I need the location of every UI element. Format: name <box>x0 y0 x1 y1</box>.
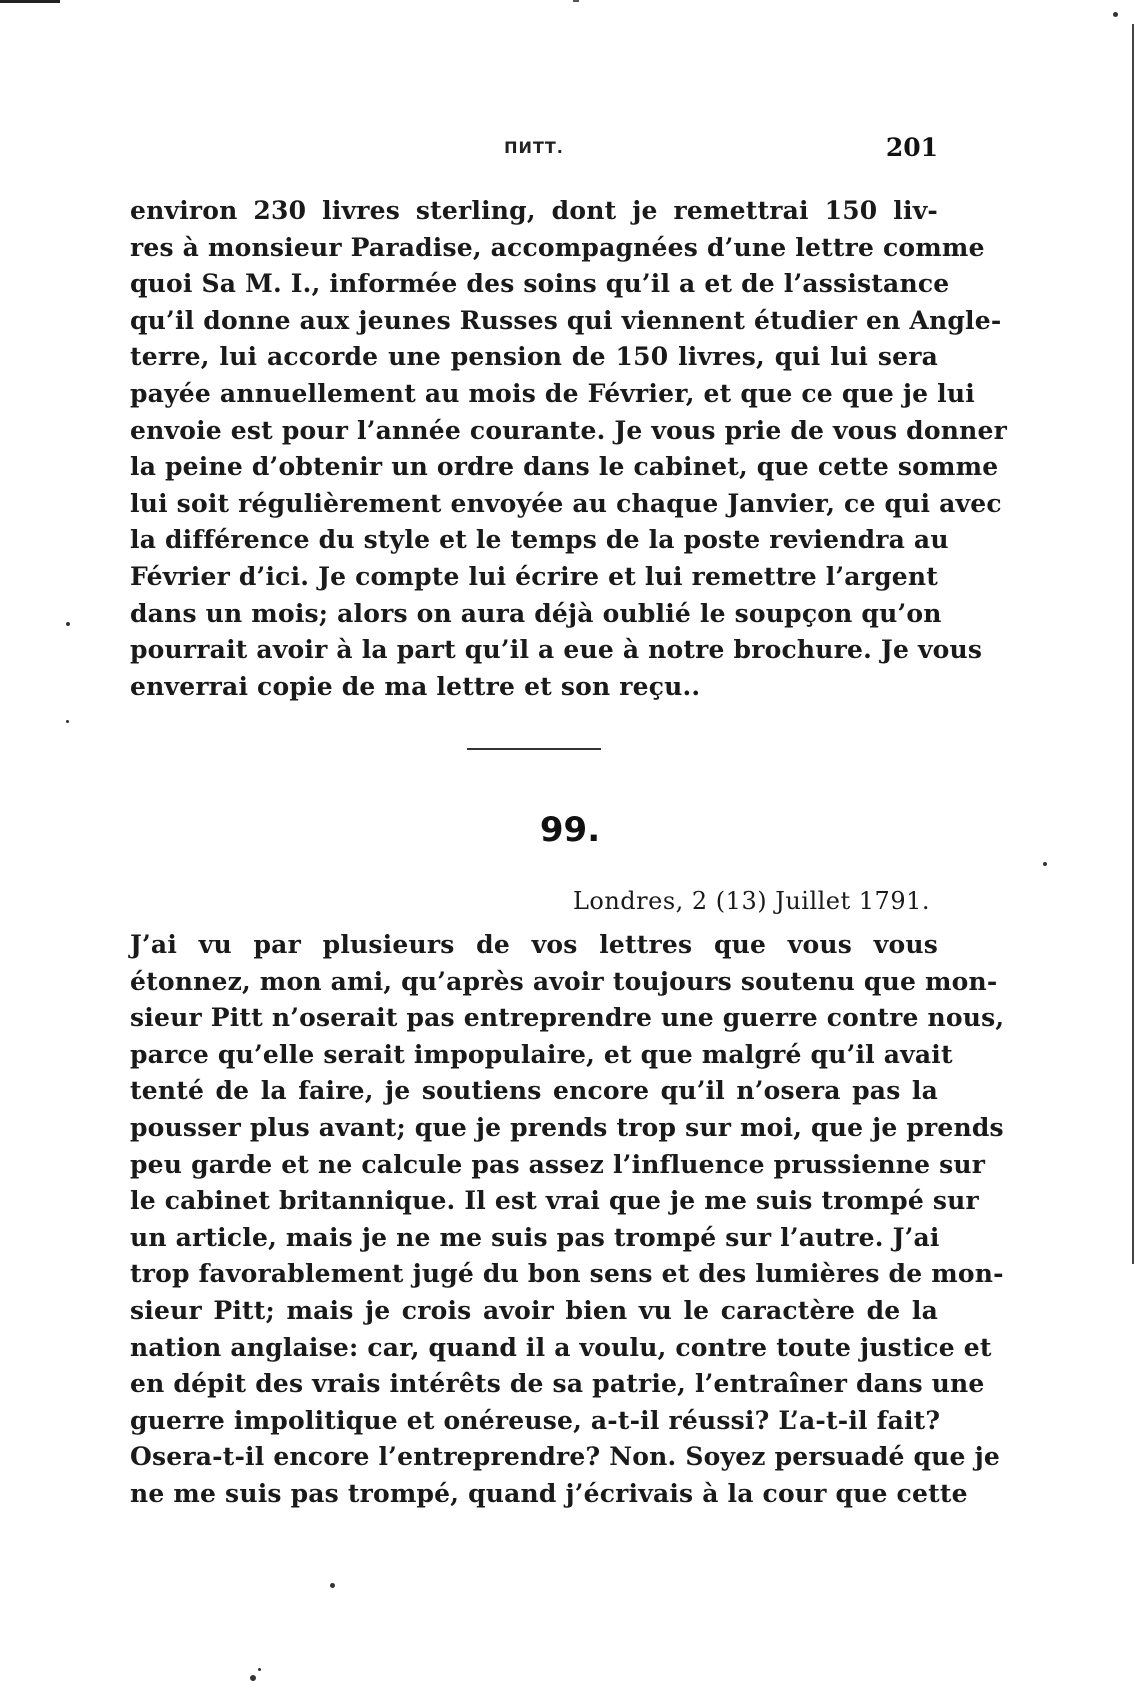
print-speck <box>1043 862 1047 866</box>
text-line: peu garde et ne calcule pas assez l’influence prussienne sur <box>130 1149 986 1179</box>
text-line: tenté de la faire, je soutiens encore qu’il n’osera pas la <box>130 1076 938 1106</box>
text-line: qu’il donne aux jeunes Russes qui viennent étudier en Angle- <box>130 305 1002 335</box>
text-line: payée annuellement au mois de Février, et que ce que je lui <box>130 378 975 408</box>
top-edge-rule <box>0 0 60 3</box>
text-line: envoie est pour l’année courante. Je vous prie de vous donner <box>130 415 1007 445</box>
text-line: enverrai copie de ma lettre et son reçu.. <box>130 671 701 701</box>
letter-number: 99. <box>539 810 601 850</box>
text-line: sieur Pitt; mais je crois avoir bien vu le caractère de la <box>130 1295 938 1325</box>
text-line: nation anglaise: car, quand il a voulu, contre toute justice et <box>130 1332 992 1362</box>
print-speck <box>66 622 70 626</box>
section-separator <box>467 748 601 750</box>
text-line: Février d’ici. Je compte lui écrire et lui remettre l’argent <box>130 561 938 591</box>
text-line: res à monsieur Paradise, accompagnées d’une lettre comme <box>130 232 985 262</box>
text-line: pousser plus avant; que je prends trop sur moi, que je prends <box>130 1112 1004 1142</box>
text-line: en dépit des vrais intérêts de sa patrie, l’entraîner dans une <box>130 1369 985 1399</box>
text-line: terre, lui accorde une pension de 150 livres, qui lui sera <box>130 342 938 372</box>
text-line: lui soit régulièrement envoyée au chaque Janvier, ce qui avec <box>130 488 1002 518</box>
text-line: le cabinet britannique. Il est vrai que je me suis trompé sur <box>130 1186 979 1216</box>
text-line: pourrait avoir à la part qu’il a eue à notre brochure. Je vous <box>130 635 983 665</box>
margin-speck <box>1113 12 1118 17</box>
text-line: la différence du style et le temps de la poste reviendra au <box>130 525 949 555</box>
running-head <box>130 132 938 164</box>
text-line: quoi Sa M. I., informée des soins qu’il a et de l’assistance <box>130 269 950 299</box>
text-line: un article, mais je ne me suis pas trompé sur l’autre. J’ai <box>130 1222 940 1252</box>
top-edge-mark <box>573 0 579 2</box>
text-line: environ 230 livres sterling, dont je remettrai 150 liv- <box>130 196 938 225</box>
text-line: guerre impolitique et onéreuse, a-t-il réussi? L’a-t-il fait? <box>130 1405 941 1435</box>
paragraph-continued <box>130 193 1007 705</box>
text-line: J’ai vu par plusieurs de vos lettres que vous vous <box>130 930 938 959</box>
text-line: ne me suis pas trompé, quand j’écrivais à la cour que cette <box>130 1478 968 1508</box>
running-title: ПИТТ. <box>504 138 564 157</box>
page-number: 201 <box>885 133 938 162</box>
letter-body <box>130 927 1005 1513</box>
text-line: parce qu’elle serait impopulaire, et que malgré qu’il avait <box>130 1039 953 1069</box>
text-line: Osera-t-il encore l’entreprendre? Non. Soyez persuadé que je <box>130 1442 1000 1472</box>
print-speck <box>66 720 69 723</box>
print-speck <box>258 1668 261 1671</box>
print-speck <box>250 1675 256 1681</box>
page-edge-shadow <box>1132 24 1134 1264</box>
text-line: la peine d’obtenir un ordre dans le cabinet, que cette somme <box>130 452 999 482</box>
text-line: sieur Pitt n’oserait pas entreprendre une guerre contre nous, <box>130 1003 1005 1033</box>
text-line: dans un mois; alors on aura déjà oublié le soupçon qu’on <box>130 598 942 628</box>
text-line: étonnez, mon ami, qu’après avoir toujours soutenu que mon- <box>130 966 998 996</box>
print-speck <box>330 1583 335 1588</box>
letter-dateline: Londres, 2 (13) Juillet 1791. <box>572 887 930 915</box>
text-line: trop favorablement jugé du bon sens et des lumières de mon- <box>130 1259 1004 1289</box>
